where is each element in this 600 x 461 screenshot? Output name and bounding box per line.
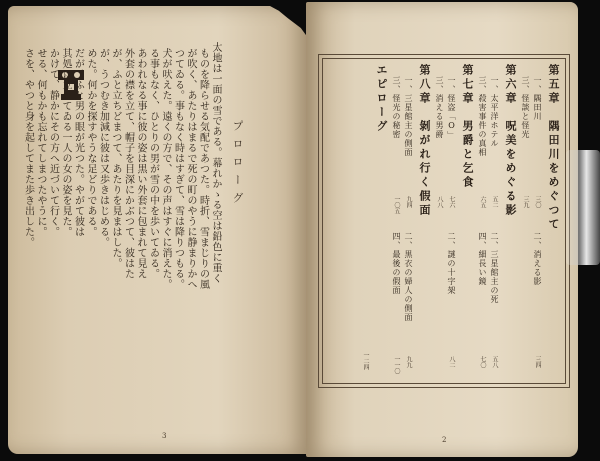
prologue-column: 犬が吠えた。遠くの方で、その声はすぐに消えた。 [160, 48, 171, 290]
toc-chapter: エピローグ [375, 64, 388, 134]
toc-page-number: 八二 [448, 356, 455, 368]
toc-page-number: 三九 [522, 196, 529, 208]
toc-section: 四、細長い鏡 [478, 232, 487, 286]
toc-section: 三、怪光の秘密 [392, 76, 401, 139]
prologue-column: る事もなく、ひとりの男が雪の中を歩いてゐる。 [147, 48, 159, 279]
toc-page-number: 六五 [479, 196, 486, 208]
toc-section: 一、怪盗「O」 [447, 76, 456, 140]
toc-chapter: 第五章 隅田川をめぐつて [547, 64, 560, 232]
toc-page-number: 七六 [448, 196, 455, 208]
toc-section: 二、消える影 [533, 232, 542, 286]
toc-page-number: 九九 [405, 356, 412, 368]
prologue-column: 外套の襟を立て、帽子を目深にかぶつて、彼はた [122, 48, 134, 279]
toc-page-number: 一二四 [362, 352, 369, 370]
toc-page-number: 八八 [436, 196, 443, 208]
prologue-column: が吹く、あたりはまるで死の町のやうに静まりかへ [185, 48, 196, 290]
prologue-column: せる、何もかも忘れてしまつたやうに。 [35, 48, 46, 237]
toc-page-number: 九四 [405, 196, 412, 208]
toc-page-number: 三〇 [534, 196, 541, 208]
prologue-heading: プロローグ [231, 120, 244, 210]
prologue-column: だが、ふと男の眼が光つた。やがて彼は [72, 48, 84, 237]
toc-section: 一、三星館主の側面 [404, 76, 413, 157]
prologue-column: 其処に立つてゐる一人の女の姿を見た。 [60, 48, 71, 237]
toc-section: 二、謎の十字架 [447, 232, 456, 295]
toc-section: 二、三星館主の死 [490, 232, 499, 304]
toc-section: 四、最後の假面 [392, 232, 401, 295]
prologue-column: が、ふと立ちどまつて、あたりを見まはした。 [110, 48, 121, 269]
toc-page-number: 五二 [491, 196, 498, 208]
toc-chapter: 第六章 呪美をめぐる影 [504, 64, 517, 218]
prologue-column: めた。何かを探すやうな足どりである。 [85, 48, 96, 237]
prologue-column: さを、やつと身を起してまた歩き出した。 [22, 48, 34, 248]
prologue-column: あわれなる事に彼の姿は黒い外套に包まれて見え [135, 48, 146, 279]
toc-section: 三、殺害事件の真相 [478, 76, 487, 157]
prologue-column: つてゐる。事もなく時はすぎて、雪は降りつもる。 [172, 48, 184, 290]
toc-page-number: 五八 [491, 356, 498, 368]
toc-section: 三、消える男爵 [435, 76, 444, 139]
toc-section: 一、隅田川 [533, 76, 542, 121]
toc-page-number: 七〇 [479, 356, 486, 368]
right-page-number: 2 [442, 436, 447, 444]
toc-chapter: 第七章 男爵と乞食 [461, 64, 474, 190]
prologue-column: 太地は一面の雪である。幕れかゝる空は鉛色に重く [210, 42, 221, 284]
toc-page-number: 三四 [534, 356, 541, 368]
toc-section: 二、黒衣の婦人の側面 [404, 232, 413, 322]
glass-paperweight [566, 150, 600, 265]
toc-section: 三、怪談と怪光 [521, 76, 530, 139]
left-page-number: 3 [162, 432, 167, 440]
prologue-column: ものを降らせる気配であつた。時折、雪まじりの風 [197, 48, 209, 290]
toc-page-number: 一〇五 [393, 196, 400, 214]
toc-chapter: 第八章 剝がれ行く假面 [418, 64, 431, 218]
toc-section: 一、太平洋ホテル [490, 76, 499, 148]
prologue-column: かけて、静かにその方へ近づいて行く。 [47, 48, 59, 237]
toc-page-number: 一一〇 [393, 356, 400, 374]
prologue-column: が、うつむき加減に彼は又歩きはじめる。 [97, 48, 109, 248]
